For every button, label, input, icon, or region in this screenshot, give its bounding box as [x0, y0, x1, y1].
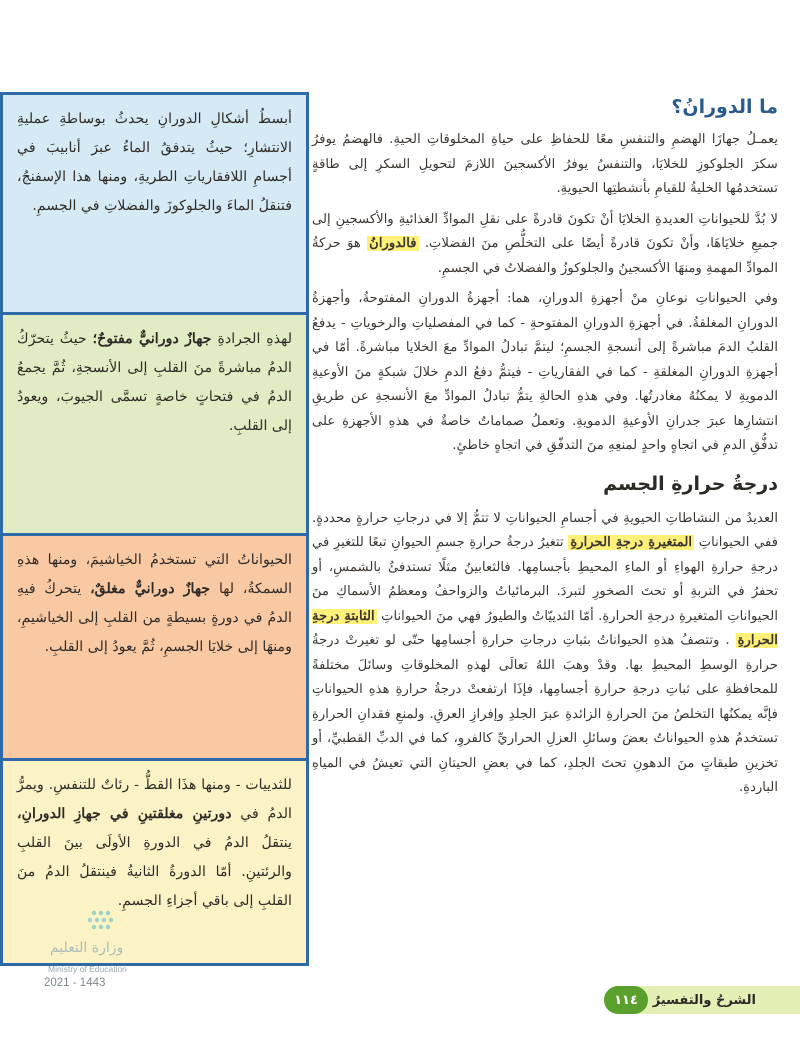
text-segment: لهذهِ الجرادةِ — [217, 331, 293, 347]
text-segment: حيثُ يتحرّكُ الدمُ مباشرةً منَ القلبِ إلى الأنسجةِ، ثُمَّ يجمعُ الدمُ في فتحاتٍ خاصةٍ تسمَّى الجيوبَ، ويعودُ إلى القلبِ. — [17, 331, 292, 434]
sidebar-text — [17, 325, 292, 441]
sidebar-box-sponge — [0, 92, 309, 312]
ministry-name-arabic: وزارة التعليم — [50, 940, 124, 956]
text-segment: العديدُ من النشاطاتِ الحيويةِ في أجسامِ الحيواناتِ لا تتمُّ إلا في درجاتِ حرارةٍ محددةٍ. ففي الحيواناتِ — [312, 510, 779, 550]
text-segment: . وتتصفُ هذهِ الحيواناتُ بثباتِ درجاتِ حرارةِ أجسامِها حتّى لو تغيرتْ درجةُ حرارةِ الوسطِ المحيطِ بها. وقدْ وهبَ اللهُ تعالَى لهذهِ المخلوقاتِ وسائلَ مختلفةً للمحافظةِ على ثباتِ درجةِ حرارةِ أجسامِها، فإذَا ارتفعتْ درجةُ حرارةِ هذهِ الحيواناتِ فإنَّه يمكنُها التخلصُ منَ الحرارةِ الزائدةِ عبرَ الجلدِ وإفرازِ العرقِ. ولمنعِ فقدانِ الحرارةِ تستخدمُ هذهِ الحيواناتُ بعضَ وسائلِ العزلِ الحراريِّ كالفروِ، كما في الدبِّ القطبيِّ، أو تخزينِ طبقاتٍ منَ الدهونِ تحتَ الجلدِ، كما في بعضِ الحيتانِ التي تعيشُ في المياهِ الباردةِ. — [312, 633, 778, 795]
sidebar-text: أبسطُ أشكالِ الدورانِ يحدثُ بوساطةِ عمليةِ الانتشارِ؛ حيثُ يتدفقُ الماءُ عبرَ أنابيبَ في أجسامِ اللافقارياتِ الطريةِ، ومنها هذا الإسفنجُ، فتنقلُ الماءَ والجلوكوزَ والفضلاتِ في الجسمِ. — [17, 111, 292, 214]
term-open-circulatory-system: جهازٌ دورانيٌّ مفتوحٌ؛ — [92, 331, 212, 347]
paragraph-digestion-respiration: يعمـلُ جهازَا الهضمِ والتنفسِ معًا للحفاظِ على حياةِ المخلوقاتِ الحيةِ. فالهضمُ يوفرُ سكرَ الجلوكوزِ للخلايَا، والتنفسُ يوفرُ الأكسجينَ اللازمَ لتحويلِ السكرِ إلى طاقةٍ تستخدمُها الخليةُ للقيامِ بأنشطتِها الحيويةِ. — [312, 132, 778, 196]
sidebar-box-fish — [0, 533, 309, 758]
heading-what-is-circulation: ما الدورانُ؟ — [671, 96, 778, 118]
sidebar-text — [17, 546, 292, 662]
section-title: الشرحُ والتفسيرُ — [652, 992, 756, 1008]
term-constant-temperature: الثابتةِ درجةِ الحرارةِ — [312, 608, 778, 648]
ministry-name-english: Ministry of Education — [48, 964, 127, 974]
main-column — [312, 92, 778, 807]
paragraph-body-temperature — [312, 507, 778, 801]
text-segment: للثدييات - ومنها هذَا القطُّ - رئاتٌ للتنفسِ. ويمرُّ الدمُ في — [17, 777, 292, 822]
page-number: ١١٤ — [604, 986, 648, 1014]
text-segment: تتغيرُ درجةُ حرارةِ جسمِ الحيوانِ تبعًا للتغيرِ في درجةِ حرارةِ الهواءِ أو الماءِ المحيطِ بأجسامِها. فالثعابينُ مثلًا تستدفئُ بالشمسِ، أو تحفرُ في التربةِ أو تحتَ الصخورِ لتبردَ. البرمائياتُ والزواحفُ ومعظمُ الأسماكِ منَ الحيواناتِ المتغيرةِ درجةِ الحرارةِ. أمّا الثدييّاتُ والطيورُ فهي منَ الحيواناتِ — [312, 535, 778, 624]
heading-body-temperature: درجةُ حرارةِ الجسم — [603, 472, 778, 495]
edition-year: 2021 - 1443 — [44, 977, 106, 989]
text-segment: يتحركُ فيهِ الدمُ في دورةٍ بسيطةٍ من القلبِ إلى الخياشيمِ، ومنهَا إلى خلايَا الجسمِ، ثُمَّ يعودُ إلى القلبِ. — [17, 581, 292, 655]
sidebar-box-grasshopper — [0, 312, 309, 533]
sidebar-text — [17, 771, 292, 916]
paragraph-circulation-definition — [312, 208, 778, 282]
text-segment: لا بُدَّ للحيواناتِ العديدةِ الخلايَا أنْ تكونَ قادرةً على نقلِ الموادِّ الغذائيةِ والأكسجينِ إلى جميعِ خلايَاهَا، وأنْ تكونَ قادرةً أيضًا على التخلُّصِ منَ الفضلاتِ. — [312, 211, 778, 251]
term-two-closed-loops: دورتينِ مغلقتينِ في جهازِ الدورانِ، — [17, 806, 232, 822]
text-segment: الحيواناتُ التي تستخدمُ الخياشيمَ، ومنها هذهِ السمكةُ، لها — [17, 552, 293, 597]
text-segment: هوَ حركةُ الموادِّ المهمةِ ومنهَا الأكسجينُ والجلوكوزُ والفضلاتُ في الجسمِ. — [312, 236, 778, 276]
paragraph-circulation-types: وفي الحيواناتِ نوعانِ منْ أجهزةِ الدورانِ، هما: أجهزةُ الدورانِ المفتوحةُ، وأجهزةُ الدورانِ المغلقةُ. في أجهزةِ الدورانِ المفتوحةِ - كما في المفصلياتِ والرخوياتِ - يدفعُ القلبُ الدمَ مباشرةً إلى أنسجةِ الجسمِ؛ ليتمَّ تبادلُ الموادِّ معَ الخلايا مباشرةً. أمّا في أجهزةِ الدورانِ المغلقةِ - كما في الفقارياتِ - فيتمُّ دفعُ الدمِ خلالَ شبكةٍ منَ الأوعيةِ الدمويةِ لا يمكنُهُ مغادرتُها. وفي هذهِ الحالةِ يتمُّ تبادلُ الموادِّ معَ الأنسجةِ عن طريقِ انتشارِها عبرَ جدرانِ الأوعيةِ الدمويةِ. وتعملُ صماماتٌ خاصةٌ في هذهِ الأجهزةِ على تدفُّقِ الدمِ في اتجاهٍ واحدٍ لمنعِهِ منَ التدفّقِ في اتجاهٍ خاطئٍ. — [312, 291, 778, 453]
term-circulation: فالدورانُ — [369, 236, 417, 251]
term-closed-circulatory-system: جهازٌ دورانيٌّ مغلقٌ، — [90, 581, 211, 597]
text-segment: ينتقلُ الدمُ في الدورةِ الأولَى بينَ القلبِ والرئتينِ. أمّا الدورةُ الثانيةُ فينتقلُ الدمُ منَ القلبِ إلى باقي أجزاءِ الجسمِ. — [17, 835, 292, 909]
term-variable-temperature: المتغيرةِ درجةِ الحرارةِ — [570, 535, 693, 550]
